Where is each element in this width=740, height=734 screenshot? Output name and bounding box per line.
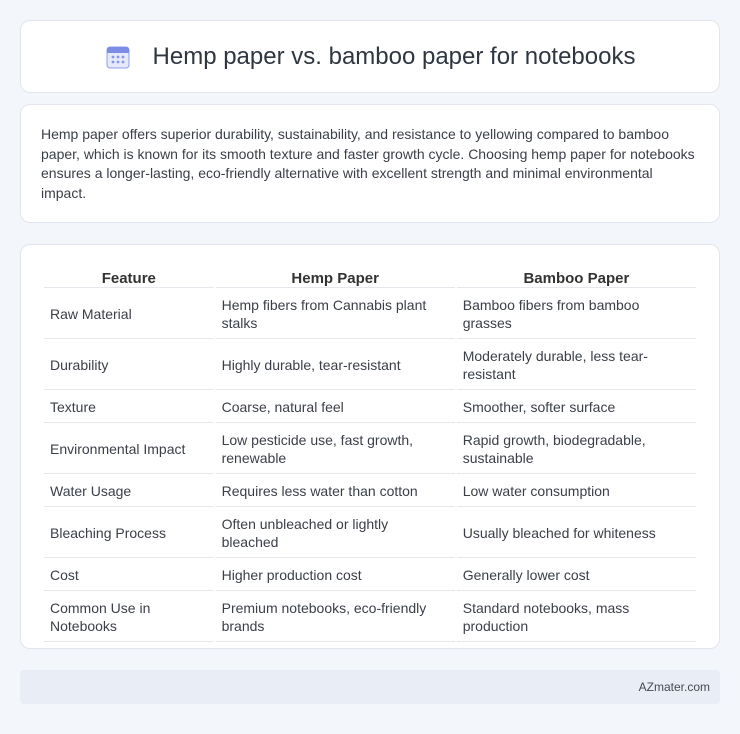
page-title: Hemp paper vs. bamboo paper for notebooks (152, 42, 636, 70)
title-card (20, 20, 720, 93)
hemp-cell: Hemp fibers from Cannabis plant stalks (216, 290, 455, 339)
comparison-table-card (20, 244, 720, 649)
table-row (44, 425, 696, 474)
bamboo-cell: Low water consumption (457, 476, 696, 507)
feature-cell: Bleaching Process (44, 509, 214, 558)
hemp-cell: Highly durable, tear-resistant (216, 341, 455, 390)
bamboo-cell: Usually bleached for whiteness (457, 509, 696, 558)
bamboo-cell: Generally lower cost (457, 560, 696, 591)
feature-cell: Durability (44, 341, 214, 390)
intro-card (20, 104, 720, 223)
hemp-cell: Coarse, natural feel (216, 392, 455, 423)
bamboo-cell: Rapid growth, biodegradable, sustainable (457, 425, 696, 474)
bamboo-cell: Smoother, softer surface (457, 392, 696, 423)
feature-cell: Environmental Impact (44, 425, 214, 474)
table-row (44, 476, 696, 507)
hemp-cell: Requires less water than cotton (216, 476, 455, 507)
table-row (44, 290, 696, 339)
table-header-row (44, 267, 696, 288)
feature-cell: Common Use in Notebooks (44, 593, 214, 642)
comparison-table (42, 265, 698, 644)
table-row (44, 509, 696, 558)
calendar-icon (105, 44, 131, 70)
feature-cell: Water Usage (44, 476, 214, 507)
footer-site-label: AZmater.com (638, 680, 710, 694)
table-row (44, 593, 696, 642)
bamboo-cell: Moderately durable, less tear-resistant (457, 341, 696, 390)
hemp-cell: Low pesticide use, fast growth, renewable (216, 425, 455, 474)
intro-paragraph: Hemp paper offers superior durability, sustainability, and resistance to yellowing compared to bamboo paper, which is known for its smooth texture and faster growth cycle. Choosing hemp paper for notebooks ensures a longer-lasting, eco-friendly alternative with excellent strength and minimal environmental impact. (41, 126, 695, 201)
feature-cell: Cost (44, 560, 214, 591)
table-row (44, 392, 696, 423)
feature-cell: Texture (44, 392, 214, 423)
bamboo-cell: Bamboo fibers from bamboo grasses (457, 290, 696, 339)
bamboo-cell: Standard notebooks, mass production (457, 593, 696, 642)
footer (20, 670, 720, 704)
column-header-feature: Feature (44, 267, 214, 288)
hemp-cell: Premium notebooks, eco-friendly brands (216, 593, 455, 642)
table-row (44, 341, 696, 390)
table-row (44, 560, 696, 591)
column-header-bamboo: Bamboo Paper (457, 267, 696, 288)
column-header-hemp: Hemp Paper (216, 267, 455, 288)
hemp-cell: Higher production cost (216, 560, 455, 591)
feature-cell: Raw Material (44, 290, 214, 339)
hemp-cell: Often unbleached or lightly bleached (216, 509, 455, 558)
